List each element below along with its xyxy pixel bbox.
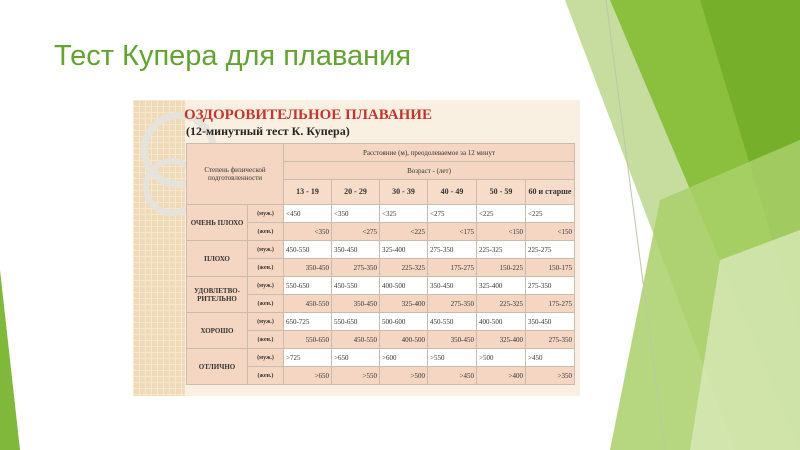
- distance-cell: >350: [526, 367, 575, 385]
- male-label: (муж.): [248, 349, 284, 367]
- distance-cell: <175: [428, 223, 477, 241]
- distance-cell: 325-400: [380, 241, 428, 259]
- female-label: (жен.): [248, 223, 284, 241]
- age-group-header: 30 - 39: [380, 180, 428, 205]
- distance-cell: 450-550: [428, 313, 477, 331]
- male-label: (муж.): [248, 277, 284, 295]
- distance-cell: 275-350: [332, 259, 380, 277]
- female-label: (жен.): [248, 331, 284, 349]
- distance-cell: 500-600: [380, 313, 428, 331]
- distance-cell: 450-550: [332, 277, 380, 295]
- female-label: (жен.): [248, 367, 284, 385]
- distance-cell: >450: [428, 367, 477, 385]
- distance-cell: <275: [428, 205, 477, 223]
- distance-cell: <150: [526, 223, 575, 241]
- distance-cell: 225-325: [477, 295, 526, 313]
- distance-cell: 275-350: [428, 295, 477, 313]
- distance-cell: >725: [284, 349, 332, 367]
- female-label: (жен.): [248, 295, 284, 313]
- distance-cell: 350-450: [332, 295, 380, 313]
- table-row: [187, 277, 575, 295]
- distance-cell: 550-650: [284, 331, 332, 349]
- age-group-header: 50 - 59: [477, 180, 526, 205]
- cooper-test-table: [186, 143, 575, 385]
- distance-cell: >600: [380, 349, 428, 367]
- distance-cell: 150-225: [477, 259, 526, 277]
- fitness-level-label: ОЧЕНЬ ПЛОХО: [187, 205, 248, 241]
- distance-cell: 350-450: [284, 259, 332, 277]
- distance-cell: <150: [477, 223, 526, 241]
- distance-cell: <275: [332, 223, 380, 241]
- fitness-level-label: ХОРОШО: [187, 313, 248, 349]
- age-header: Возраст - (лет): [284, 162, 575, 180]
- distance-cell: >550: [332, 367, 380, 385]
- distance-cell: <450: [284, 205, 332, 223]
- distance-cell: 325-400: [477, 277, 526, 295]
- distance-cell: 275-350: [526, 331, 575, 349]
- distance-cell: 225-325: [380, 259, 428, 277]
- distance-cell: <225: [526, 205, 575, 223]
- distance-cell: 400-500: [380, 331, 428, 349]
- distance-header: Расстояние (м), преодолеваемое за 12 минут: [284, 144, 575, 162]
- distance-cell: 275-350: [428, 241, 477, 259]
- distance-cell: <225: [380, 223, 428, 241]
- fitness-level-label: ПЛОХО: [187, 241, 248, 277]
- distance-cell: 275-350: [526, 277, 575, 295]
- distance-cell: >650: [332, 349, 380, 367]
- distance-cell: 175-275: [428, 259, 477, 277]
- fitness-level-label: УДОВЛЕТВО-РИТЕЛЬНО: [187, 277, 248, 313]
- distance-cell: 350-450: [428, 331, 477, 349]
- distance-cell: 325-400: [380, 295, 428, 313]
- distance-cell: 350-450: [526, 313, 575, 331]
- male-label: (муж.): [248, 241, 284, 259]
- distance-cell: 450-550: [332, 331, 380, 349]
- distance-cell: 350-450: [332, 241, 380, 259]
- female-label: (жен.): [248, 259, 284, 277]
- distance-cell: <350: [332, 205, 380, 223]
- distance-cell: 325-400: [477, 331, 526, 349]
- male-label: (муж.): [248, 205, 284, 223]
- age-group-header: 40 - 49: [428, 180, 477, 205]
- distance-cell: 225-325: [477, 241, 526, 259]
- distance-cell: >500: [380, 367, 428, 385]
- distance-cell: 150-175: [526, 259, 575, 277]
- distance-cell: 550-650: [332, 313, 380, 331]
- male-label: (муж.): [248, 313, 284, 331]
- distance-cell: <350: [284, 223, 332, 241]
- distance-cell: 225-275: [526, 241, 575, 259]
- distance-cell: 450-550: [284, 295, 332, 313]
- distance-cell: >450: [526, 349, 575, 367]
- age-group-header: 60 и старше: [526, 180, 575, 205]
- distance-cell: <325: [380, 205, 428, 223]
- distance-cell: 650-725: [284, 313, 332, 331]
- distance-cell: >500: [477, 349, 526, 367]
- distance-cell: 350-450: [428, 277, 477, 295]
- distance-cell: <225: [477, 205, 526, 223]
- table-row: [187, 349, 575, 367]
- table-row: [187, 241, 575, 259]
- distance-cell: >650: [284, 367, 332, 385]
- fitness-level-label: ОТЛИЧНО: [187, 349, 248, 385]
- corner-label: Степень физической подготовленности: [187, 144, 284, 205]
- distance-cell: >400: [477, 367, 526, 385]
- age-group-header: 20 - 29: [332, 180, 380, 205]
- document-image: [133, 100, 580, 396]
- document-title: ОЗДОРОВИТЕЛЬНОЕ ПЛАВАНИЕ: [184, 107, 432, 123]
- distance-cell: 450-550: [284, 241, 332, 259]
- age-group-header: 13 - 19: [284, 180, 332, 205]
- distance-cell: >550: [428, 349, 477, 367]
- slide-title: Тест Купера для плавания: [54, 40, 412, 72]
- distance-cell: 400-500: [380, 277, 428, 295]
- table-row: [187, 313, 575, 331]
- table-row: [187, 205, 575, 223]
- distance-cell: 400-500: [477, 313, 526, 331]
- distance-cell: 175-275: [526, 295, 575, 313]
- document-subtitle: (12-минутный тест К. Купера): [186, 124, 350, 138]
- distance-cell: 550-650: [284, 277, 332, 295]
